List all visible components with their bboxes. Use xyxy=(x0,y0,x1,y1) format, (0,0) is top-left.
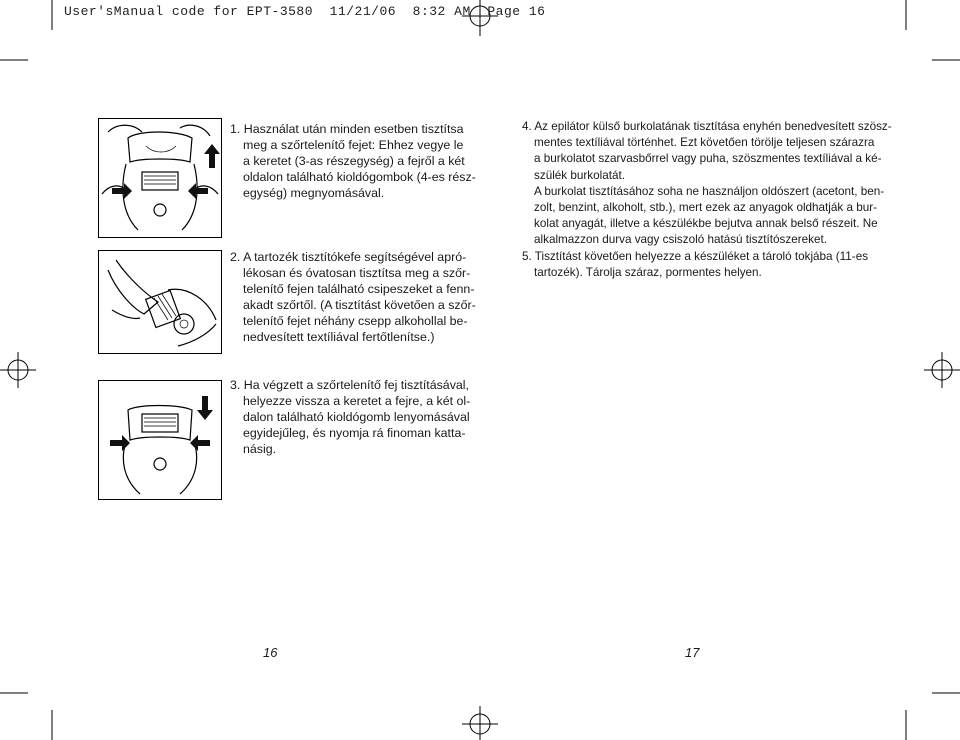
text-line: egyidejűleg, és nyomja rá finoman katta- xyxy=(243,426,466,440)
text-line: szülék burkolatát. xyxy=(534,168,625,182)
text-line: alkalmazzon durva vagy csiszoló hatású tisztítószereket. xyxy=(534,233,827,247)
print-header: User'sManual code for EPT-3580 11/21/06 8:32 AM Page 16 xyxy=(64,4,546,19)
text-line: mentes textíliával történhet. Ezt követően törölje teljesen szárazra xyxy=(534,136,875,150)
text-line: A burkolat tisztításához soha ne használjon oldószert (acetont, ben- xyxy=(534,184,885,198)
text-line: násig. xyxy=(243,442,277,456)
page-number-right: 17 xyxy=(685,645,700,660)
frame-reattach-icon xyxy=(98,380,222,500)
text-line: 1. Használat után minden esetben tisztítsa xyxy=(230,122,464,136)
text-line: 2. A tartozék tisztítókefe segítségével apró- xyxy=(230,250,467,264)
registration-mark-bottom xyxy=(462,704,498,740)
text-line: telenítő fejet néhány csepp alkohollal be- xyxy=(243,314,468,328)
text-line: egység) megnyomásával. xyxy=(243,186,385,200)
text-line: meg a szőrtelenítő fejet: Ehhez vegye le xyxy=(243,138,464,152)
text-line: a keretet (3-as részegység) a fejről a két xyxy=(243,154,465,168)
page-number-left: 16 xyxy=(263,645,278,660)
step-2-text xyxy=(230,249,476,345)
text-line: 3. Ha végzett a szőrtelenítő fej tisztításával, xyxy=(230,378,469,392)
text-line: 5. Tisztítást követően helyezze a készüléket a tároló tokjába (11-es xyxy=(522,250,869,263)
text-line: telenítő fejen található csipeszeket a fenn- xyxy=(243,282,475,296)
registration-mark-right xyxy=(920,350,960,390)
step-4-text xyxy=(522,119,892,249)
step-3-text xyxy=(230,377,470,457)
text-line: lékosan és óvatosan tisztítsa meg a szőr- xyxy=(243,266,471,280)
text-line: kolat anyagát, illetve a készülékbe bejutva annak belső részeit. Ne xyxy=(534,217,878,231)
text-line: a burkolatot szarvasbőrrel vagy puha, szöszmentes textíliával a ké- xyxy=(534,152,882,166)
epilator-head-frame-removal-icon xyxy=(98,118,222,238)
text-line: 4. Az epilátor külső burkolatának tisztítása enyhén benedvesített szösz- xyxy=(522,120,892,133)
text-line: dalon található kioldógomb lenyomásával xyxy=(243,410,470,424)
text-line: nedvesített textíliával fertőtlenítse.) xyxy=(243,330,435,344)
text-line: akadt szőrtől. (A tisztítást követően a szőr- xyxy=(243,298,476,312)
text-line: tartozék). Tárolja száraz, pormentes helyen. xyxy=(534,266,762,280)
step-1-text xyxy=(230,121,476,201)
text-line: zolt, benzint, alkoholt, stb.), mert ezek az anyagok oldhatják a bur- xyxy=(534,201,878,215)
text-line: oldalon található kioldógombok (4-es rész- xyxy=(243,170,476,184)
text-line: helyezze vissza a keretet a fejre, a két ol- xyxy=(243,394,471,408)
registration-mark-left xyxy=(0,350,40,390)
brush-cleaning-icon xyxy=(98,250,222,354)
step-5-text xyxy=(522,249,868,281)
